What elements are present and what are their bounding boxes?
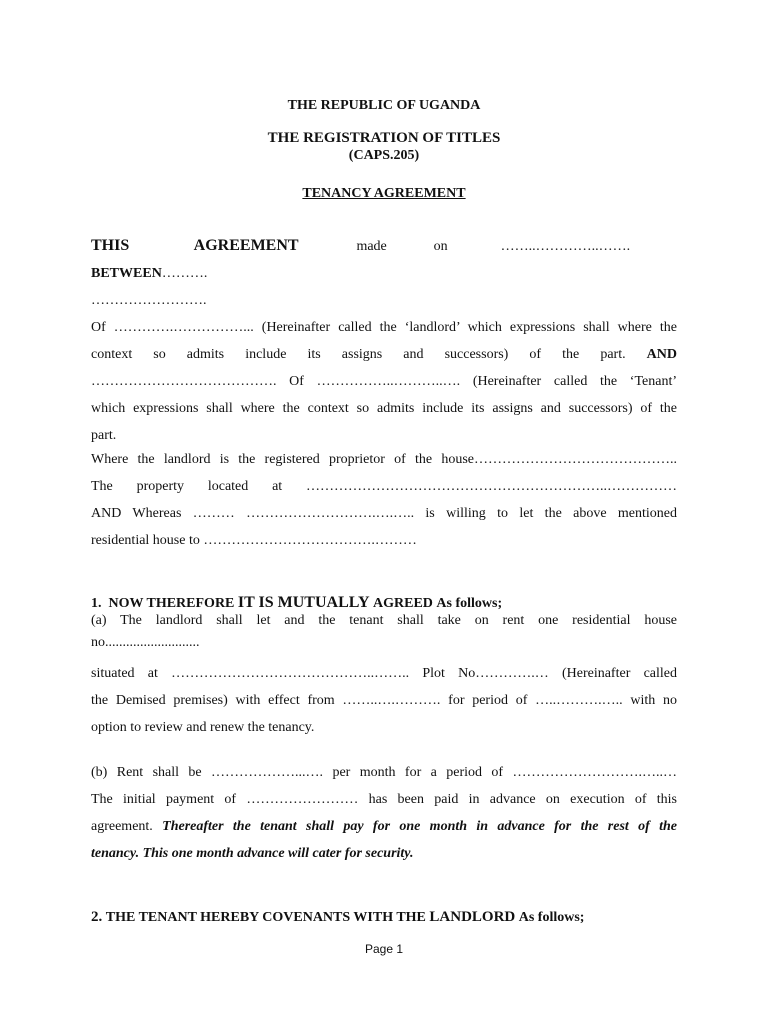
clause-1a-line-2: no...........................: [91, 635, 200, 650]
page-number: Page 1: [364, 942, 404, 956]
clause-1b-line-3: [91, 813, 677, 840]
clause-1-heading-a: NOW THEREFORE: [108, 596, 235, 611]
clause-2-heading-b: LANDLORD: [429, 909, 516, 925]
republic-title: THE REPUBLIC OF UGANDA: [287, 98, 481, 113]
caps-reference: (CAPS.205): [348, 148, 420, 163]
part-line: part.: [91, 428, 117, 443]
page-footer: [0, 942, 768, 956]
context-text: context so admits include its assigns and successors) of the part.: [91, 347, 626, 362]
this-agreement-label: THIS AGREEMENT: [91, 237, 299, 254]
clause-1a-line-5: option to review and renew the tenancy.: [91, 720, 315, 735]
which-line: which expressions shall where the context so admits include its assigns and successors) of the: [91, 401, 677, 416]
clause-2-heading-a: THE TENANT HEREBY COVENANTS WITH THE: [105, 910, 426, 925]
tenant-line: …………………………………. Of ……………..………..…. (Hereinafter called the ‘Tenant’: [91, 374, 677, 389]
date-blank: ……..…………..…….: [500, 239, 631, 254]
between-blank: ……….: [161, 266, 208, 281]
clause-2-number: 2.: [91, 909, 103, 925]
whereas-paragraph: [91, 446, 677, 554]
intro-line-2: …………………….: [91, 293, 207, 308]
clause-1b-line-2: The initial payment of …………………… has been paid in advance on execution of this: [91, 792, 677, 807]
registration-heading: [91, 128, 677, 164]
clause-1-heading-b: IT IS MUTUALLY: [237, 594, 370, 611]
clause-1b-line-4: tenancy. This one month advance will cater for security.: [91, 846, 414, 861]
clause-1b: [91, 759, 677, 867]
intro-paragraph: [91, 232, 677, 449]
context-line: [91, 341, 677, 368]
made-on-label: made on: [356, 239, 448, 254]
clause-1a-line-3: situated at ……………………………………..…….. Plot No………….… (Hereinafter called: [91, 666, 677, 681]
clause-1a-line-1: (a) The landlord shall let and the tenant shall take on rent one residential house: [91, 613, 677, 628]
clause-1a: [91, 610, 677, 654]
clause-1-heading-c: AGREED: [373, 596, 433, 611]
and-label: AND: [646, 347, 678, 362]
intro-line-1: [91, 232, 677, 287]
republic-heading: [91, 92, 677, 119]
whereas-line-1: Where the landlord is the registered proprietor of the house……………………………………..: [91, 452, 677, 467]
agreement-word: agreement.: [91, 819, 153, 834]
clause-1b-line-1: (b) Rent shall be ………………...…. per month for a period of ……………………….…..…: [91, 765, 677, 780]
registration-title: THE REGISTRATION OF TITLES: [267, 130, 501, 146]
clause-2-heading-c: As follows;: [518, 910, 585, 925]
clause-1-number: 1.: [91, 596, 102, 611]
whereas-line-3: AND Whereas ……… ……………………….….….. is willing to let the above mentioned: [91, 506, 677, 521]
tenancy-heading: [91, 180, 677, 207]
clause-2-heading: [91, 904, 677, 931]
advance-text: Thereafter the tenant shall pay for one month in advance for the rest of the: [162, 819, 678, 834]
clause-1a-cont: [91, 660, 677, 741]
document-title: TENANCY AGREEMENT: [302, 186, 466, 201]
whereas-line-4: residential house to ……………………………….………: [91, 533, 417, 548]
landlord-line: Of ………….……………... (Hereinafter called the ‘landlord’ which expressions shall where the: [91, 320, 677, 335]
clause-1-heading-d: As follows;: [436, 596, 503, 611]
between-label: BETWEEN: [91, 266, 162, 281]
clause-1a-line-4: the Demised premises) with effect from ……..….………. for period of …..……….….. with no: [91, 693, 677, 708]
whereas-line-2: The property located at ………………………………………………………..……………: [91, 479, 677, 494]
